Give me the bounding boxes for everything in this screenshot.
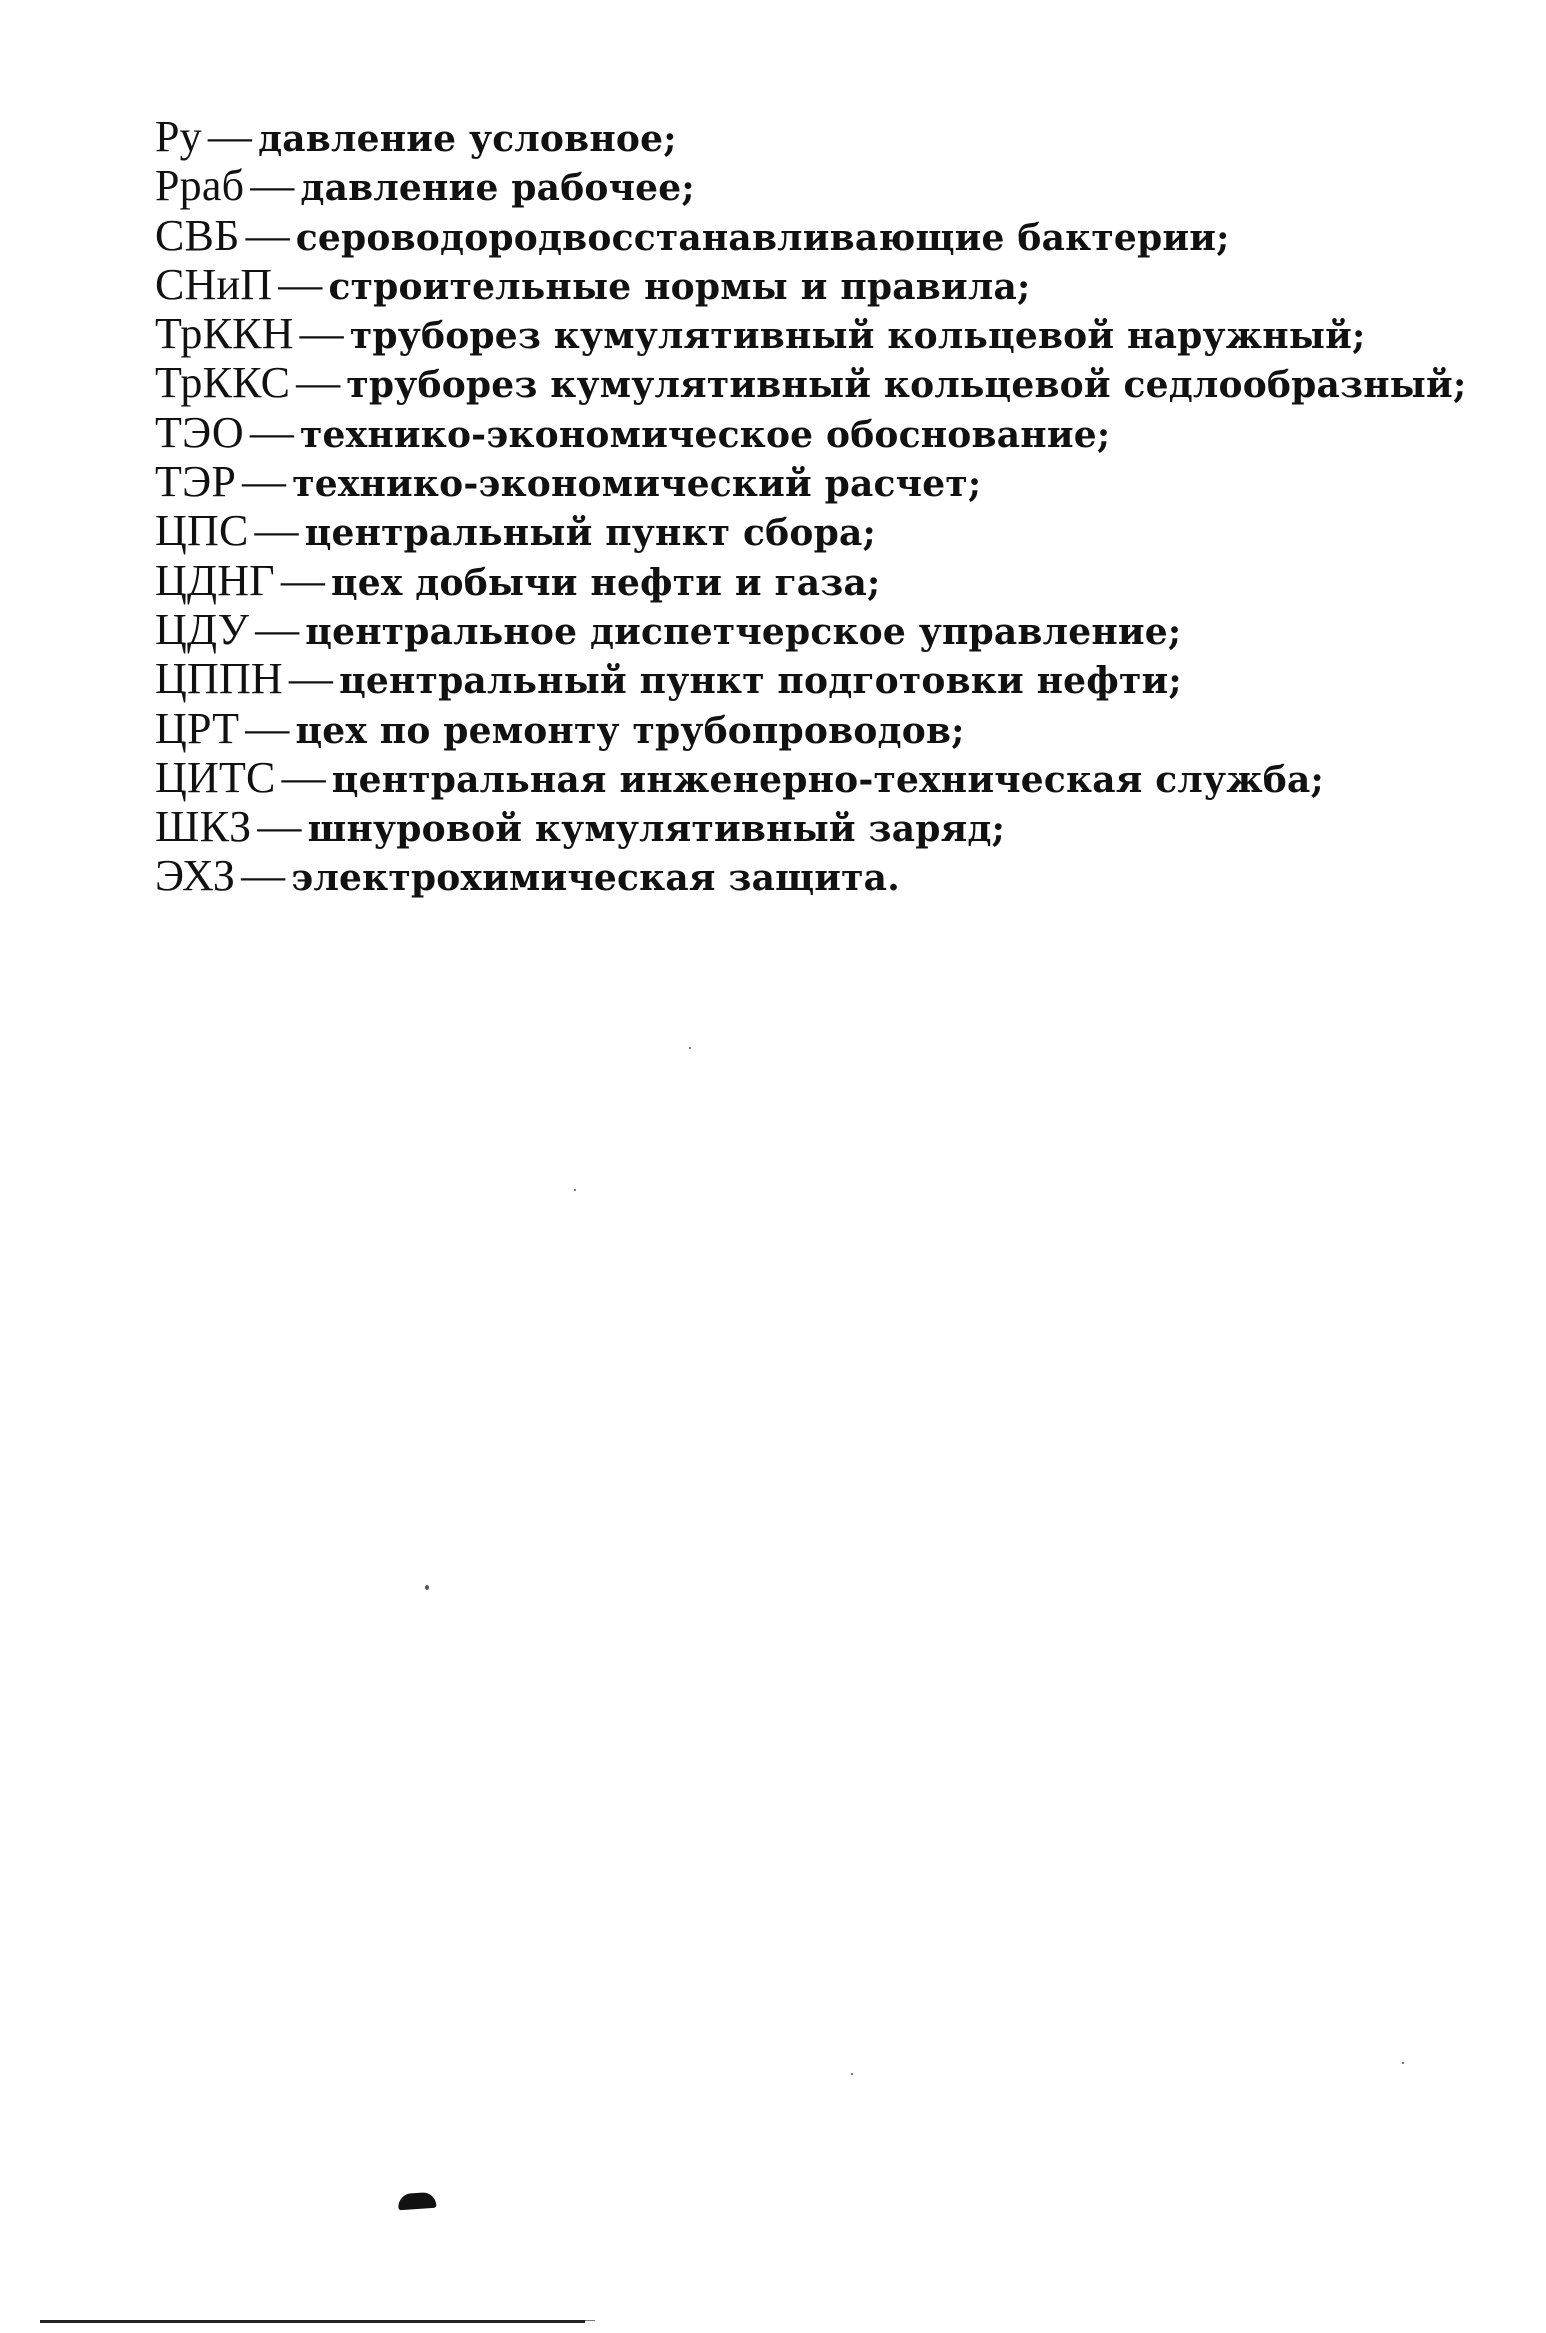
list-item xyxy=(155,112,1466,161)
dash-separator: — xyxy=(296,358,341,408)
dash-separator: — xyxy=(299,309,344,359)
list-item xyxy=(155,309,1466,358)
dash-separator: — xyxy=(242,457,287,507)
abbreviation-definition: центральная инженерно-техническая служба; xyxy=(331,758,1324,801)
dash-separator: — xyxy=(245,210,290,260)
scan-speck xyxy=(689,1047,691,1049)
abbreviation-term: ЭХЗ xyxy=(155,851,236,901)
abbreviation-term: ТрККН xyxy=(155,309,294,359)
dash-separator: — xyxy=(280,555,326,605)
abbreviation-definition: технико-экономический расчет; xyxy=(292,463,982,506)
abbreviation-definition: давление рабочее; xyxy=(300,167,695,210)
abbreviation-definition: центральный пункт подготовки нефти; xyxy=(339,660,1182,703)
list-item xyxy=(155,260,1466,309)
abbreviation-definition: электрохимическая защита. xyxy=(291,857,900,900)
list-item xyxy=(155,851,1466,900)
dash-separator: — xyxy=(207,112,253,161)
abbreviation-term: ШКЗ xyxy=(155,802,252,852)
scan-speck xyxy=(1402,2062,1404,2064)
abbreviation-definition: центральное диспетчерское управление; xyxy=(305,610,1182,653)
list-item xyxy=(155,556,1466,605)
abbreviation-term: Ру xyxy=(155,112,202,161)
abbreviation-term: ЦДУ xyxy=(155,604,250,654)
abbreviation-term: СВБ xyxy=(155,210,240,260)
abbreviation-definition: труборез кумулятивный кольцевой седлообразный; xyxy=(346,364,1467,407)
abbreviation-definition: технико-экономическое обоснование; xyxy=(300,413,1111,456)
list-item xyxy=(155,605,1466,654)
dash-separator: — xyxy=(241,851,286,901)
dash-separator: — xyxy=(250,161,295,211)
abbreviation-definition: сероводородвосстанавливающие бактерии; xyxy=(295,216,1230,259)
abbreviation-definition: цех добычи нефти и газа; xyxy=(331,561,881,604)
dash-separator: — xyxy=(278,259,323,309)
scan-speck xyxy=(425,1585,429,1590)
abbreviation-term: СНиП xyxy=(155,259,273,309)
abbreviation-term: ЦДНГ xyxy=(155,555,275,605)
list-item xyxy=(155,457,1466,506)
scan-speck xyxy=(574,1189,576,1191)
abbreviation-term: ТЭР xyxy=(155,457,236,507)
abbreviation-term: ЦПС xyxy=(155,506,249,556)
abbreviation-term: ТЭО xyxy=(155,407,244,457)
ink-blot xyxy=(397,2192,436,2211)
abbreviation-definition: давление условное; xyxy=(258,118,677,160)
dash-separator: — xyxy=(281,752,326,802)
list-item xyxy=(155,802,1466,851)
abbreviation-definition: цех по ремонту трубопроводов; xyxy=(295,709,965,752)
dash-separator: — xyxy=(249,407,295,457)
list-item xyxy=(155,358,1466,407)
list-item xyxy=(155,211,1466,260)
dash-separator: — xyxy=(257,802,302,852)
bottom-rule-tail xyxy=(585,2320,595,2321)
bottom-rule xyxy=(40,2320,585,2323)
abbreviation-term: Рраб xyxy=(155,161,245,211)
dash-separator: — xyxy=(288,654,334,704)
abbreviation-term: ЦППН xyxy=(155,654,283,704)
dash-separator: — xyxy=(245,703,290,753)
list-item xyxy=(155,654,1466,703)
list-item xyxy=(155,704,1466,753)
dash-separator: — xyxy=(255,604,300,654)
scan-speck xyxy=(851,2073,853,2075)
abbreviation-definition: строительные нормы и правила; xyxy=(328,265,1031,308)
dash-separator: — xyxy=(254,506,299,556)
abbreviation-definition: центральный пункт сбора; xyxy=(304,512,876,555)
abbreviation-definition: труборез кумулятивный кольцевой наружный; xyxy=(349,315,1366,358)
abbreviation-definition: шнуровой кумулятивный заряд; xyxy=(307,808,1006,851)
list-item xyxy=(155,408,1466,457)
list-item xyxy=(155,161,1466,210)
list-item xyxy=(155,753,1466,802)
abbreviation-list xyxy=(155,112,1466,901)
abbreviation-term: ТрККС xyxy=(155,358,291,408)
abbreviation-term: ЦИТС xyxy=(155,752,276,802)
abbreviation-term: ЦРТ xyxy=(155,703,240,753)
list-item xyxy=(155,506,1466,555)
